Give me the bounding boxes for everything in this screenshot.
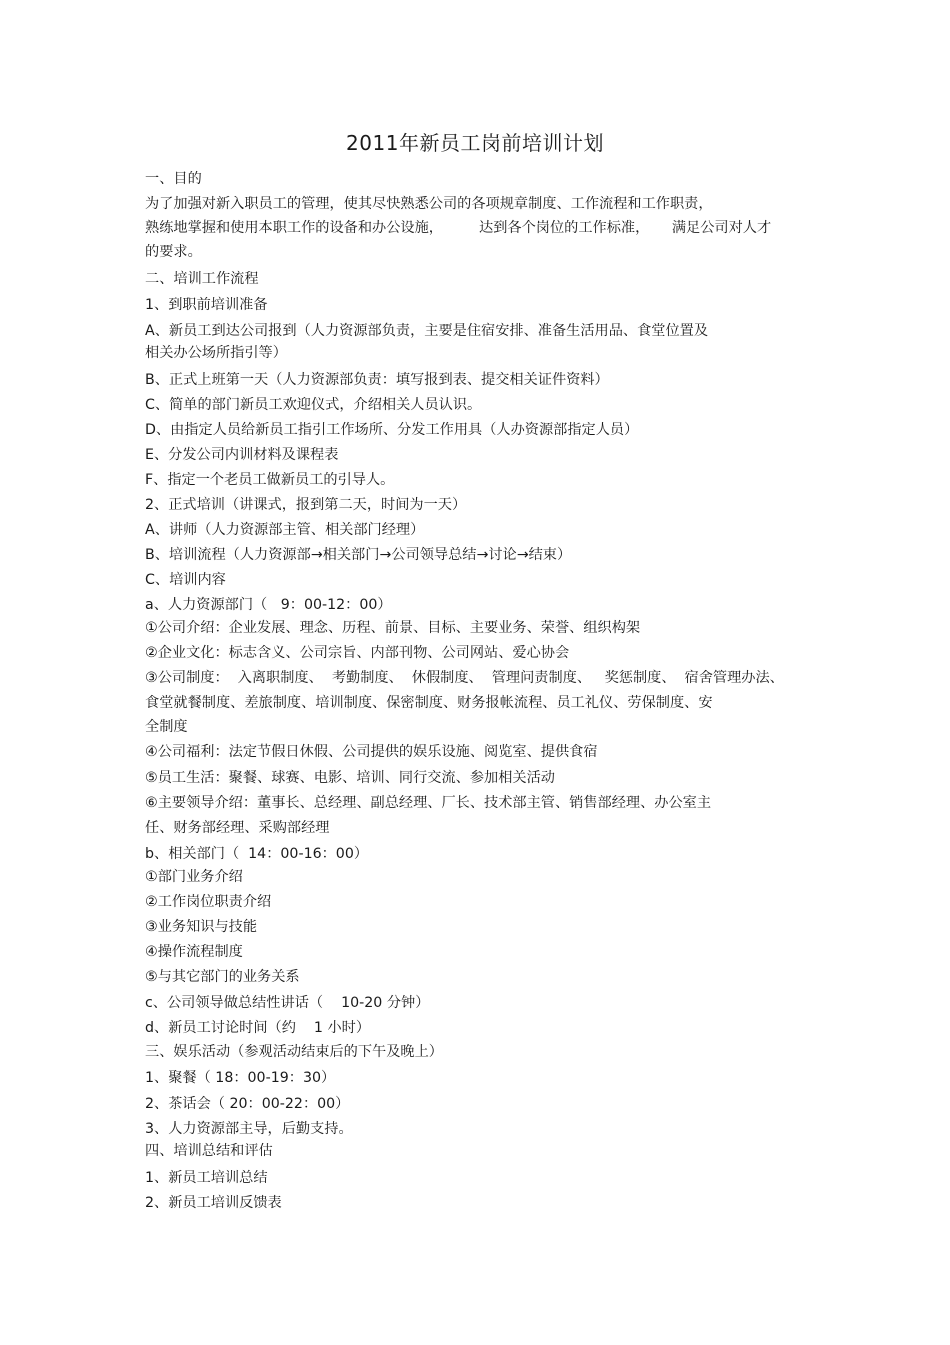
list-item: ①部门业务介绍	[145, 869, 243, 885]
list-item: B、正式上班第一天（人力资源部负责：填写报到表、提交相关证件资料）	[145, 372, 609, 388]
list-item: 2、茶话会（ 20：00-22：00）	[145, 1096, 350, 1112]
paragraph-line: 的要求。	[145, 244, 202, 260]
list-item: A、讲师（人力资源部主管、相关部门经理）	[145, 522, 425, 538]
list-item: 3、人力资源部主导，后勤支持。	[145, 1121, 353, 1137]
paragraph-line: 熟练地掌握和使用本职工作的设备和办公设施， 达到各个岗位的工作标准， 满足公司对人才	[145, 220, 772, 236]
list-item: 相关办公场所指引等）	[145, 345, 287, 361]
section-heading-purpose: 一、目的	[145, 171, 202, 187]
list-item: D、由指定人员给新员工指引工作场所、分发工作用具（人办资源部指定人员）	[145, 422, 639, 438]
list-item: ②企业文化：标志含义、公司宗旨、内部刊物、公司网站、爱心协会	[145, 645, 570, 661]
list-item: ③公司制度： 入离职制度、 考勤制度、 休假制度、 管理问责制度、 奖惩制度、 宿舍管理办法、	[145, 670, 784, 686]
list-item: A、新员工到达公司报到（人力资源部负责，主要是住宿安排、准备生活用品、食堂位置及	[145, 323, 709, 339]
paragraph-line: 为了加强对新入职员工的管理，使其尽快熟悉公司的各项规章制度、工作流程和工作职责，	[145, 196, 713, 212]
list-item: C、培训内容	[145, 572, 226, 588]
list-item: 1、新员工培训总结	[145, 1170, 268, 1186]
list-item: 食堂就餐制度、差旅制度、培训制度、保密制度、财务报帐流程、员工礼仪、劳保制度、安	[145, 695, 713, 711]
list-item: ⑤员工生活：聚餐、球赛、电影、培训、同行交流、参加相关活动	[145, 770, 555, 786]
list-item: C、简单的部门新员工欢迎仪式，介绍相关人员认识。	[145, 397, 482, 413]
document-title: 2011年新员工岗前培训计划	[346, 131, 604, 155]
list-item: 1、到职前培训准备	[145, 297, 268, 313]
list-item: ⑥主要领导介绍：董事长、总经理、副总经理、厂长、技术部主管、销售部经理、办公室主	[145, 795, 712, 811]
list-item: d、新员工讨论时间（约 1 小时）	[145, 1020, 371, 1036]
section-heading-process: 二、培训工作流程	[145, 271, 259, 287]
list-item: ④公司福利：法定节假日休假、公司提供的娱乐设施、阅览室、提供食宿	[145, 744, 598, 760]
list-item: ③业务知识与技能	[145, 919, 258, 935]
list-item: B、培训流程（人力资源部→相关部门→公司领导总结→讨论→结束）	[145, 547, 572, 563]
section-heading-activities: 三、娱乐活动（参观活动结束后的下午及晚上）	[145, 1044, 443, 1060]
list-item: c、公司领导做总结性讲话（ 10-20 分钟）	[145, 995, 430, 1011]
list-item: ①公司介绍：企业发展、理念、历程、前景、目标、主要业务、荣誉、组织构架	[145, 620, 641, 636]
list-item: 1、聚餐（ 18：00-19：30）	[145, 1070, 336, 1086]
section-heading-evaluation: 四、培训总结和评估	[145, 1143, 273, 1159]
list-item: a、人力资源部门（ 9：00-12：00）	[145, 597, 392, 613]
list-item: E、分发公司内训材料及课程表	[145, 447, 339, 463]
list-item: 2、新员工培训反馈表	[145, 1195, 282, 1211]
list-item: 全制度	[145, 719, 188, 735]
list-item: ⑤与其它部门的业务关系	[145, 969, 300, 985]
list-item: ②工作岗位职责介绍	[145, 894, 272, 910]
list-item: 2、正式培训（讲课式，报到第二天，时间为一天）	[145, 497, 467, 513]
list-item: F、指定一个老员工做新员工的引导人。	[145, 472, 395, 488]
list-item: ④操作流程制度	[145, 944, 243, 960]
list-item: b、相关部门（ 14：00-16：00）	[145, 846, 369, 862]
list-item: 任、财务部经理、采购部经理	[145, 820, 330, 836]
